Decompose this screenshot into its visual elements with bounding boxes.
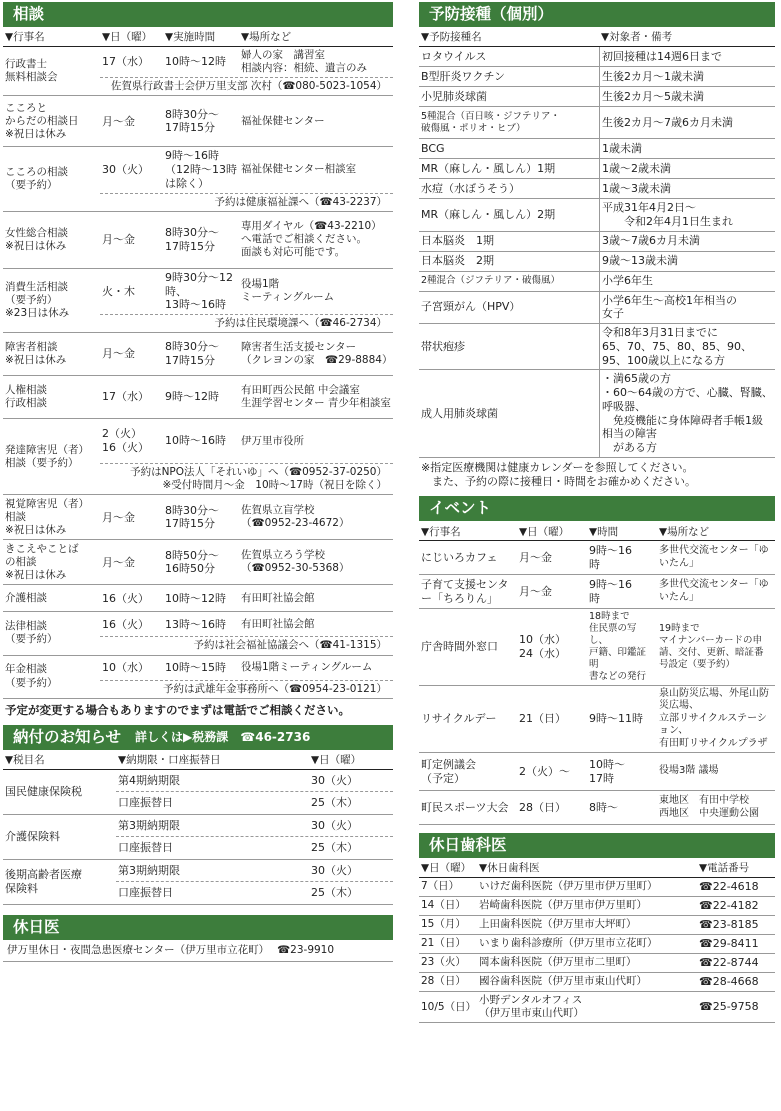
event-row-day: 28（日） [519, 800, 566, 814]
shika-row-tel: ☎22-4618 [699, 880, 759, 894]
soudan-row [3, 212, 393, 269]
soudan-row-place: 佐賀県立盲学校 （☎0952-23-4672） [241, 504, 350, 530]
shika-row-tel: ☎22-8744 [699, 956, 759, 970]
shika-row-day: 28（日） [421, 975, 466, 988]
event-row-day: 月～金 [519, 584, 552, 598]
event-row-place: 東地区 有田中学校 西地区 中央運動公園 [659, 795, 759, 819]
soudan-row-note: 佐賀県行政書士会伊万里支部 次村（☎080-5023-1054） [100, 77, 393, 95]
soudan-row-body [100, 47, 393, 95]
soudan-row-day: 16（火） [102, 617, 149, 631]
yobo-row-name: B型肝炎ワクチン [421, 69, 505, 83]
nofu-row-b [116, 837, 393, 859]
yobo-row-target: 1歳未満 [599, 139, 775, 158]
yobo-row-target: 生後2カ月～5歳未満 [599, 87, 775, 106]
soudan-row-place: 役場1階ミーティングルーム [241, 660, 373, 673]
soudan-row-main [100, 269, 393, 314]
nofu-row-a-day: 30（火） [311, 818, 358, 832]
yobo-row-name: 日本脳炎 2期 [421, 254, 494, 268]
soudan-row-body [100, 376, 393, 418]
event-row-name: 町定例議会 （予定） [421, 757, 476, 785]
yobo-row [419, 87, 775, 107]
kyujitsui-text: 伊万里休日・夜間急患医療センター（伊万里市立花町） [7, 944, 270, 956]
soudan-row-name: きこえやことば の相談 ※祝日は休み [5, 542, 79, 581]
shika-row-day: 23（火） [421, 956, 466, 969]
kyujitsui-title-bar [3, 915, 393, 940]
yobo-row [419, 232, 775, 252]
soudan-row-time: 10時～16時 [165, 434, 226, 448]
shika-row-clinic: 岩崎歯科医院（伊万里市伊万里町） [479, 899, 647, 912]
yobo-row-target: 小学6年生～高校1年相当の 女子 [599, 292, 775, 324]
yobo-row [419, 252, 775, 272]
soudan-row [3, 96, 393, 147]
soudan-row-note: 予約はNPO法人「それいゆ」へ（☎0952-37-0250） ※受付時間月～金 10時～17時（祝日を除く） [100, 463, 393, 494]
yobo-row-name: 日本脳炎 1期 [421, 234, 494, 248]
shika-header [419, 861, 775, 878]
yobo-row-name: 成人用肺炎球菌 [421, 406, 498, 420]
event-row-place: 19時まで マイナンバーカードの申 請、交付、更新、暗証番 号設定（要予約） [659, 623, 764, 670]
yobo-row [419, 292, 775, 325]
soudan-row-main [100, 540, 393, 584]
shika-row [419, 878, 775, 897]
shika-header-clinic: ▼休日歯科医 [479, 862, 540, 875]
soudan-row-day: 月～金 [102, 347, 135, 361]
nofu-subtitle: 詳しくは▶税務課 ☎46-2736 [135, 730, 311, 744]
soudan-row-day: 月～金 [102, 232, 135, 246]
soudan-row-main [100, 212, 393, 268]
event-row-time: 9時～16 時 [589, 544, 632, 571]
nofu-table [3, 770, 393, 905]
soudan-row-place: 佐賀県立ろう学校 （☎0952-30-5368） [241, 549, 350, 575]
event-header-name: ▼行事名 [421, 525, 461, 538]
yobo-row [419, 272, 775, 292]
event-header-time: ▼時間 [589, 525, 619, 538]
yobo-title: 予防接種（個別） [429, 4, 554, 23]
soudan-row-day: 火・木 [102, 284, 135, 298]
soudan-row-place: 専用ダイヤル（☎43-2210） へ電話でご相談ください。 面談も対応可能です。 [241, 220, 382, 259]
event-row-name: リサイクルデー [421, 711, 497, 725]
event-row [419, 791, 775, 825]
soudan-row-time: 8時30分～ 17時15分 [165, 107, 219, 135]
shika-row-day: 7（日） [421, 880, 460, 893]
nofu-header-kind: ▼納期限・口座振替日 [118, 754, 221, 767]
event-title: イベント [429, 499, 492, 518]
event-row-place: 多世代交流センター「ゆ いたん」 [659, 579, 769, 603]
shika-header-tel: ▼電話番号 [699, 862, 750, 875]
soudan-warning: 予定が変更する場合もありますのでまずは電話でご相談ください。 [5, 702, 350, 717]
yobo-row-target: 初回接種は14週6日まで [599, 47, 775, 66]
soudan-row-main [100, 96, 393, 146]
soudan-row-main [100, 333, 393, 375]
soudan-header [3, 30, 393, 47]
yobo-row-target: 小学6年生 [599, 272, 775, 291]
soudan-row-body [100, 333, 393, 375]
nofu-row-name: 介護保険料 [5, 830, 60, 844]
shika-row-tel: ☎25-9758 [699, 1000, 759, 1014]
nofu-row-a [116, 815, 393, 837]
yobo-row-target: 1歳～2歳未満 [599, 159, 775, 178]
yobo-note: ※指定医療機関は健康カレンダーを参照してください。 また、予約の際に接種日・時間をお確かめください。 [421, 460, 696, 488]
soudan-row-body [100, 612, 393, 654]
yobo-row-target: 令和8年3月31日までに 65、70、75、80、85、90、 95、100歳以上になる方 [599, 324, 775, 369]
shika-row [419, 954, 775, 973]
soudan-row-main [100, 585, 393, 611]
event-row-time: 10時～ 17時 [589, 757, 625, 785]
soudan-row-note: 予約は社会福祉協議会へ（☎41-1315） [100, 636, 393, 654]
shika-title-bar [419, 833, 775, 858]
nofu-row-body [116, 770, 393, 814]
soudan-row-main [100, 612, 393, 636]
soudan-row-time: 8時30分～ 17時15分 [165, 503, 219, 531]
event-row-day: 10（水） 24（水） [519, 633, 566, 660]
event-row-name: 町民スポーツ大会 [421, 800, 509, 814]
event-row [419, 753, 775, 791]
soudan-row-time: 9時30分～12時、 13時～16時 [165, 270, 233, 312]
soudan-row-body [100, 212, 393, 268]
soudan-row-time: 8時30分～ 17時15分 [165, 226, 219, 253]
shika-row-day: 15（月） [421, 918, 466, 931]
shika-row-tel: ☎28-4668 [699, 975, 759, 989]
yobo-row-target: ・満65歳の方 ・60～64歳の方で、心臓、腎臓、呼吸器、 免疫機能に身体障碍者手帳1級相当の障害 がある方 [599, 370, 775, 457]
nofu-row [3, 815, 393, 860]
nofu-row-b-day: 25（木） [311, 796, 358, 810]
nofu-row-a-day: 30（火） [311, 773, 358, 787]
soudan-row-body [100, 419, 393, 494]
left-column [3, 2, 393, 962]
yobo-row [419, 179, 775, 199]
yobo-title-bar [419, 2, 775, 27]
event-row-place: 役場3階 議場 [659, 765, 719, 777]
nofu-row-b-label: 口座振替日 [118, 841, 173, 855]
shika-table [419, 878, 775, 1023]
soudan-row [3, 419, 393, 495]
soudan-row-main [100, 47, 393, 77]
shika-row-clinic: 小野デンタルオフィス （伊万里市東山代町） [479, 994, 584, 1020]
nofu-header-name: ▼税目名 [5, 754, 45, 767]
yobo-row-name: BCG [421, 141, 445, 155]
soudan-row-place: 有田町社協会館 [241, 591, 315, 604]
soudan-row [3, 147, 393, 211]
soudan-row-name: 人権相談 行政相談 [5, 384, 47, 410]
event-row-day: 月～金 [519, 550, 552, 564]
yobo-row [419, 67, 775, 87]
soudan-row-day: 10（水） [102, 660, 149, 674]
soudan-row-note: 予約は武雄年金事務所へ（☎0954-23-0121） [100, 680, 393, 698]
shika-row-clinic: 岡本歯科医院（伊万里市二里町） [479, 956, 637, 969]
yobo-row-name: MR（麻しん・風しん）2期 [421, 207, 556, 221]
soudan-row-day: 月～金 [102, 114, 135, 128]
event-row-time: 18時まで 住民票の写し、 戸籍、印鑑証明 書などの発行 [589, 611, 647, 682]
event-table [419, 541, 775, 825]
shika-row-day: 10/5（日） [421, 1000, 477, 1013]
nofu-row-b-day: 25（木） [311, 841, 358, 855]
nofu-row-body [116, 860, 393, 904]
soudan-row-note: 予約は健康福祉課へ（☎43-2237） [100, 193, 393, 211]
soudan-row-day: 月～金 [102, 555, 135, 569]
soudan-table [3, 47, 393, 699]
event-row-name: にじいろカフェ [421, 550, 498, 564]
shika-row-clinic: いまり歯科診療所（伊万里市立花町） [479, 937, 658, 950]
kyujitsui-phone: ☎23-9910 [277, 944, 335, 956]
yobo-row-name: ロタウイルス [421, 49, 487, 63]
yobo-row-target: 3歳～7歳6カ月未満 [599, 232, 775, 251]
nofu-header [3, 753, 393, 770]
kyujitsui-row [3, 940, 393, 962]
yobo-row [419, 47, 775, 67]
soudan-row [3, 495, 393, 540]
yobo-row-name: 小児肺炎球菌 [421, 89, 487, 103]
shika-row-day: 14（日） [421, 899, 466, 912]
yobo-row [419, 324, 775, 370]
nofu-row-b-label: 口座振替日 [118, 796, 173, 810]
yobo-row-target: 1歳～3歳未満 [599, 179, 775, 198]
event-row [419, 609, 775, 685]
shika-row-clinic: 國谷歯科医院（伊万里市東山代町） [479, 975, 647, 988]
yobo-row-name: 2種混合（ジフテリア・破傷風） [421, 275, 561, 287]
nofu-row-body [116, 815, 393, 859]
nofu-row-a [116, 770, 393, 792]
nofu-row-a-label: 第3期納期限 [118, 818, 180, 832]
soudan-header-name: ▼行事名 [5, 31, 45, 44]
yobo-row-name: 5種混合（百日咳・ジフテリア・ 破傷風・ポリオ・ヒブ） [421, 110, 561, 134]
soudan-row-time: 10時～12時 [165, 591, 226, 605]
nofu-row-a [116, 860, 393, 882]
nofu-row-a-label: 第4期納期限 [118, 773, 180, 787]
event-row-time: 8時～ [589, 800, 618, 814]
kyujitsui-title: 休日医 [13, 917, 60, 936]
event-row-place: 多世代交流センター「ゆ いたん」 [659, 545, 769, 569]
shika-row-tel: ☎23-8185 [699, 918, 759, 932]
soudan-row-body [100, 96, 393, 146]
event-row-name: 庁舎時間外窓口 [421, 640, 498, 653]
soudan-row-name: こころと からだの相談日 ※祝日は休み [5, 101, 79, 140]
yobo-row [419, 199, 775, 232]
yobo-row [419, 370, 775, 458]
soudan-row-body [100, 656, 393, 698]
shika-row [419, 897, 775, 916]
soudan-row-name: 障害者相談 ※祝日は休み [5, 341, 67, 367]
soudan-row-main [100, 376, 393, 418]
soudan-row-place: 障害者生活支援センター （クレヨンの家 ☎29-8884） [241, 341, 393, 367]
soudan-row-place: 伊万里市役所 [241, 434, 304, 447]
shika-row-clinic: いけだ歯科医院（伊万里市伊万里町） [479, 880, 658, 893]
soudan-row-day: 17（水） [102, 390, 149, 404]
soudan-row-main [100, 419, 393, 463]
yobo-row [419, 139, 775, 159]
soudan-row-place: 婦人の家 講習室 相談内容：相続、遺言のみ [241, 49, 367, 75]
soudan-row [3, 540, 393, 585]
nofu-title-bar [3, 725, 393, 750]
event-title-bar [419, 496, 775, 521]
soudan-row-name: 介護相談 [5, 591, 47, 604]
soudan-row-time: 8時30分～ 17時15分 [165, 340, 219, 368]
shika-row-clinic: 上田歯科医院（伊万里市大坪町） [479, 918, 637, 931]
shika-row-day: 21（日） [421, 937, 466, 950]
soudan-row-name: 法律相談 （要予約） [5, 620, 58, 646]
soudan-row-time: 8時50分～ 16時50分 [165, 548, 219, 576]
yobo-row [419, 107, 775, 139]
soudan-header-place: ▼場所など [241, 31, 292, 44]
soudan-header-time: ▼実施時間 [165, 31, 216, 44]
nofu-row [3, 860, 393, 905]
soudan-row [3, 376, 393, 419]
soudan-row-body [100, 585, 393, 611]
soudan-row-day: 月～金 [102, 510, 135, 524]
yobo-row [419, 159, 775, 179]
yobo-row-name: 帯状疱疹 [421, 339, 465, 353]
soudan-row-day: 17（水） [102, 55, 149, 69]
event-header [419, 524, 775, 541]
event-row-day: 2（火）～ [519, 764, 570, 778]
shika-row [419, 992, 775, 1023]
soudan-row-body [100, 495, 393, 539]
soudan-row-place: 福祉保健センター相談室 [241, 163, 357, 176]
soudan-row-main [100, 656, 393, 680]
soudan-title-bar [3, 2, 393, 27]
soudan-row [3, 585, 393, 612]
nofu-row-name: 後期高齢者医療 保険料 [5, 868, 82, 895]
nofu-row-b [116, 792, 393, 814]
soudan-row [3, 612, 393, 655]
yobo-row-name: 水痘（水ぼうそう） [421, 181, 520, 195]
event-row [419, 541, 775, 575]
soudan-row [3, 333, 393, 376]
soudan-row [3, 47, 393, 96]
soudan-row-place: 福祉保健センター [241, 114, 325, 127]
yobo-header-target: ▼対象者・備考 [601, 31, 673, 44]
yobo-table [419, 47, 775, 458]
event-header-day: ▼日（曜） [519, 525, 570, 538]
shika-title: 休日歯科医 [429, 835, 507, 854]
soudan-row-name: 行政書士 無料相談会 [5, 58, 58, 84]
soudan-row [3, 269, 393, 333]
soudan-row-body [100, 269, 393, 332]
soudan-row-name: 女性総合相談 ※祝日は休み [5, 226, 68, 252]
soudan-row-name: こころの相談 （要予約） [5, 165, 68, 192]
nofu-row-b-day: 25（木） [311, 886, 358, 900]
event-row-name: 子育て支援センタ ー「ちろりん」 [421, 578, 509, 605]
soudan-row [3, 656, 393, 699]
nofu-header-day: ▼日（曜） [311, 754, 362, 767]
shika-row [419, 935, 775, 954]
nofu-row [3, 770, 393, 815]
event-row-day: 21（日） [519, 711, 566, 725]
soudan-row-place: 有田町西公民館 中会議室 生涯学習センター 青少年相談室 [241, 384, 391, 410]
yobo-header-name: ▼予防接種名 [421, 31, 482, 44]
soudan-row-name: 視覚障害児（者） 相談 ※祝日は休み [5, 497, 89, 536]
nofu-row-name: 国民健康保険税 [5, 785, 82, 799]
soudan-row-main [100, 495, 393, 539]
soudan-row-time: 10時～15時 [165, 660, 226, 674]
yobo-row-name: 子宮頸がん（HPV） [421, 300, 521, 314]
shika-row [419, 973, 775, 992]
yobo-header [419, 30, 775, 47]
yobo-row-target: 9歳～13歳未満 [599, 252, 775, 271]
shika-row [419, 916, 775, 935]
right-column [419, 2, 775, 1023]
nofu-row-b [116, 882, 393, 904]
event-row [419, 575, 775, 609]
event-row-time: 9時～16 時 [589, 578, 632, 605]
nofu-row-a-label: 第3期納期限 [118, 863, 180, 877]
soudan-row-main [100, 147, 393, 192]
soudan-row-time: 9時～12時 [165, 390, 219, 404]
soudan-row-day: 30（火） [102, 163, 149, 177]
soudan-row-body [100, 540, 393, 584]
soudan-row-place: 役場1階 ミーティングルーム [241, 278, 335, 304]
yobo-row-target: 生後2カ月～7歳6カ月未満 [599, 107, 775, 138]
soudan-row-time: 13時～16時 [165, 617, 226, 631]
event-row-place: 泉山防災広場、外尾山防災広場、 立部リサイクルステーション、 有田町リサイクルプラザ [659, 687, 769, 749]
soudan-header-day: ▼日（曜） [102, 31, 153, 44]
soudan-row-time: 9時～16時 （12時～13時は除く） [165, 149, 237, 190]
soudan-row-time: 10時～12時 [165, 55, 226, 69]
shika-row-tel: ☎22-4182 [699, 899, 759, 913]
yobo-row-target: 平成31年4月2日～ 令和2年4月1日生まれ [599, 199, 775, 231]
event-header-place: ▼場所など [659, 525, 710, 538]
event-row-time: 9時～11時 [589, 711, 643, 725]
nofu-row-b-label: 口座振替日 [118, 886, 173, 900]
soudan-row-name: 年金相談 （要予約） [5, 663, 58, 689]
yobo-row-target: 生後2カ月～1歳未満 [599, 67, 775, 86]
event-row [419, 686, 775, 754]
shika-row-tel: ☎29-8411 [699, 937, 759, 951]
soudan-row-day: 16（火） [102, 591, 149, 605]
soudan-row-body [100, 147, 393, 210]
soudan-row-day: 2（火） 16（火） [102, 427, 149, 455]
nofu-row-a-day: 30（火） [311, 863, 358, 877]
soudan-row-note: 予約は住民環境課へ（☎46-2734） [100, 314, 393, 332]
soudan-row-place: 有田町社協会館 [241, 617, 315, 630]
soudan-row-name: 発達障害児（者） 相談（要予約） [5, 443, 89, 469]
soudan-row-name: 消費生活相談 （要予約） ※23日は休み [5, 280, 70, 319]
shika-header-day: ▼日（曜） [421, 862, 472, 875]
yobo-row-name: MR（麻しん・風しん）1期 [421, 161, 556, 175]
nofu-title: 納付のお知らせ [13, 727, 122, 746]
soudan-title: 相談 [13, 4, 45, 23]
